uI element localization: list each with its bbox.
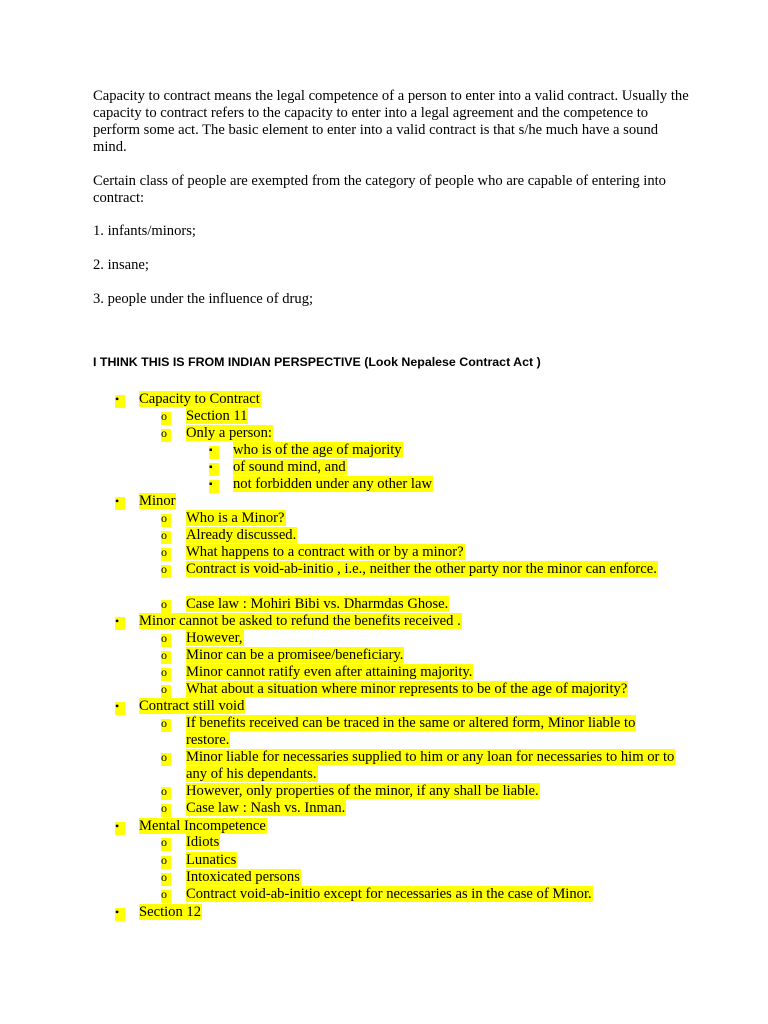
circle-marker: o [161, 887, 167, 901]
section-heading: I THINK THIS IS FROM INDIAN PERSPECTIVE (Look Nepalese Contract Act ) [93, 355, 541, 369]
outline-subitem [161, 852, 237, 869]
outline-subitem-text: What about a situation where minor represents to be of the age of majority? [186, 681, 628, 697]
outline-item-text: Mental Incompetence [139, 818, 266, 834]
circle-marker: o [161, 597, 167, 611]
circle-marker: o [161, 511, 167, 525]
outline-item-minor [115, 493, 176, 510]
outline-subitem-text: Minor cannot ratify even after attaining majority. [186, 664, 473, 680]
outline-subitem-text: Intoxicated persons [186, 869, 300, 885]
outline-subitem [161, 869, 301, 886]
outline-subitem-text: Who is a Minor? [186, 510, 285, 526]
bullet-marker: • [115, 494, 120, 508]
circle-marker: o [161, 562, 167, 576]
square-marker: ▪ [209, 479, 213, 490]
circle-marker: o [161, 716, 167, 730]
outline-subitem [161, 681, 628, 698]
circle-marker: o [161, 784, 167, 798]
circle-marker: o [161, 853, 167, 867]
outline-subitem-text: However, [186, 630, 243, 646]
outline-subitem-text: Case law : Nash vs. Inman. [186, 800, 346, 816]
circle-marker: o [161, 545, 167, 559]
outline-subitem-text: Minor can be a promisee/beneficiary. [186, 647, 404, 663]
outline-subsubitem [209, 476, 433, 493]
outline-item-text: Capacity to Contract [139, 391, 260, 407]
circle-marker: o [161, 682, 167, 696]
outline-item-text: Section 12 [139, 904, 202, 920]
bullet-marker: • [115, 699, 120, 713]
outline-subitem [161, 544, 465, 561]
circle-marker: o [161, 426, 167, 440]
outline-subitem [161, 800, 346, 817]
outline-subitem-text: Lunatics [186, 852, 237, 868]
outline-subitem-text: What happens to a contract with or by a minor? [186, 544, 464, 560]
outline-item-text: Contract still void [139, 698, 245, 714]
outline-subitem [161, 408, 248, 425]
circle-marker: o [161, 870, 167, 884]
outline-subsubitem-text: who is of the age of majority [233, 442, 402, 458]
outline-subitem [161, 527, 297, 544]
circle-marker: o [161, 631, 167, 645]
outline-subitem [161, 886, 593, 903]
outline-subitem-text: If benefits received can be traced in the same or altered form, Minor liable to restore. [186, 715, 636, 748]
outline-subsubitem [209, 442, 403, 459]
outline-subitem [161, 425, 273, 442]
circle-marker: o [161, 528, 167, 542]
outline-subitem-text: Contract void-ab-initio except for necessaries as in the case of Minor. [186, 886, 592, 902]
outline-subitem [161, 510, 286, 527]
outline-subitem [161, 715, 676, 748]
circle-marker: o [161, 665, 167, 679]
exempt-item-3: 3. people under the influence of drug; [93, 291, 314, 307]
square-marker: ▪ [209, 445, 213, 456]
outline-item-mental [115, 818, 267, 835]
outline-subitem [161, 561, 676, 578]
outline-subitem-text: Case law : Mohiri Bibi vs. Dharmdas Ghose. [186, 596, 449, 612]
bullet-marker: • [115, 905, 120, 919]
exempt-item-1: 1. infants/minors; [93, 223, 196, 239]
outline-item-section-12 [115, 904, 202, 921]
outline-subitem-text: Contract is void-ab-initio , i.e., neither the other party nor the minor can enforce. [186, 561, 657, 577]
outline-subitem [161, 664, 473, 681]
outline-subsubitem-text: of sound mind, and [233, 459, 346, 475]
outline-subitem [161, 596, 449, 613]
outline-subitem [161, 630, 244, 647]
outline-subitem-text: Idiots [186, 834, 220, 850]
circle-marker: o [161, 409, 167, 423]
outline-item-capacity [115, 391, 261, 408]
circle-marker: o [161, 750, 167, 764]
outline-subitem-text: Only a person: [186, 425, 272, 441]
intro-paragraph-1: Capacity to contract means the legal competence of a person to enter into a valid contract. Usually the capacity to contract refers to the capacity to enter into a legal agreement and the competence to perform some act. The basic element to enter into a valid contract is that s/he much have a sound mind. [93, 88, 689, 155]
outline-subitem-text: Minor liable for necessaries supplied to him or any loan for necessaries to him or to any of his dependants. [186, 749, 675, 782]
outline-subitem [161, 783, 540, 800]
outline-subsubitem-text: not forbidden under any other law [233, 476, 432, 492]
circle-marker: o [161, 835, 167, 849]
square-marker: ▪ [209, 462, 213, 473]
outline-item-refund [115, 613, 462, 630]
circle-marker: o [161, 648, 167, 662]
outline-item-text: Minor [139, 493, 176, 509]
intro-paragraph-2: Certain class of people are exempted from the category of people who are capable of entering into contract: [93, 173, 666, 206]
outline-subitem [161, 834, 220, 851]
outline-item-still-void [115, 698, 245, 715]
outline-subitem [161, 647, 404, 664]
bullet-marker: • [115, 392, 120, 406]
outline-subsubitem [209, 459, 347, 476]
outline-subitem-text: Section 11 [186, 408, 248, 424]
bullet-marker: • [115, 614, 120, 628]
outline-subitem-text: However, only properties of the minor, if any shall be liable. [186, 783, 539, 799]
outline-subitem [161, 749, 676, 782]
outline-item-text: Minor cannot be asked to refund the benefits received . [139, 613, 461, 629]
bullet-marker: • [115, 819, 120, 833]
circle-marker: o [161, 801, 167, 815]
exempt-item-2: 2. insane; [93, 257, 149, 273]
outline-subitem-text: Already discussed. [186, 527, 297, 543]
